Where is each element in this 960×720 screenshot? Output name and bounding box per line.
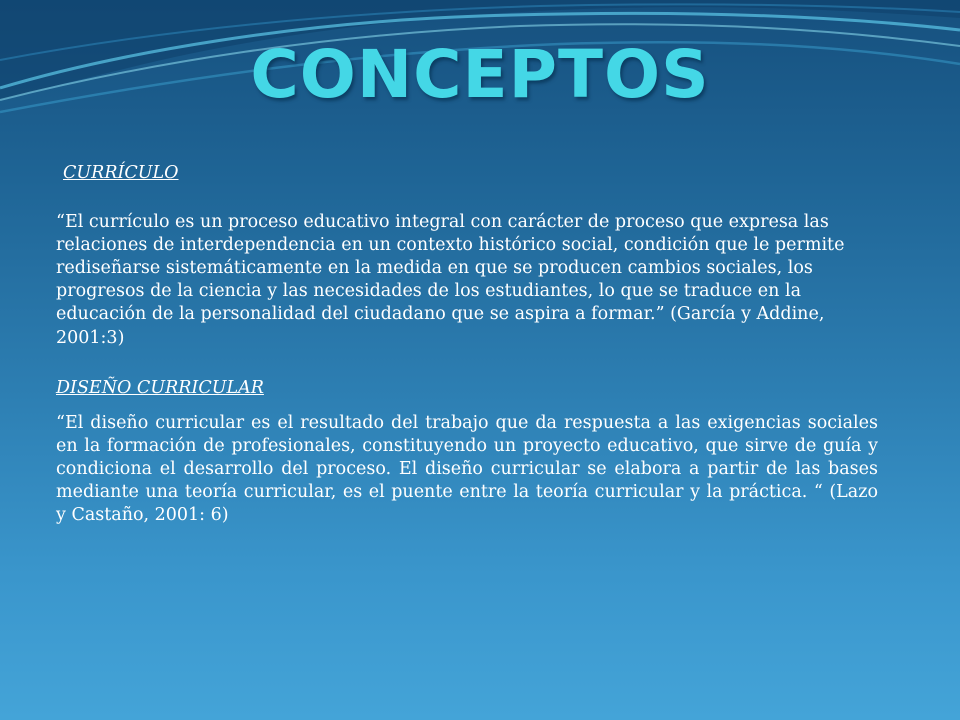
slide-body — [56, 162, 878, 527]
page-title: CONCEPTOS — [250, 36, 710, 113]
section-heading-diseno-curricular: DISEÑO CURRICULAR — [56, 377, 264, 398]
section-heading-curriculo: CURRÍCULO — [63, 163, 179, 183]
definition-quote-diseno-curricular: “El diseño curricular es el resultado del trabajo que da respuesta a las exigencias sociales en la formación de profesionales, constituyendo un proyecto educativo, que sirve de guía y condiciona el desarrollo del proceso. El diseño curricular se elabora a partir de las bases mediante una teoría curricular, es el puente entre la teoría curricular y la práctica. “ (Lazo y Castaño, 2001: 6) — [56, 412, 878, 526]
definition-quote-curriculo: “El currículo es un proceso educativo integral con carácter de proceso que expresa las relaciones de interdependencia en un contexto histórico social, condición que le permite rediseñarse sistemáticamente en la medida en que se producen cambios sociales, los progresos de la ciencia y las necesidades de los estudiantes, lo que se traduce en la educación de la personalidad del ciudadano que se aspira a formar.” (García y Addine, 2001:3) — [56, 212, 845, 348]
